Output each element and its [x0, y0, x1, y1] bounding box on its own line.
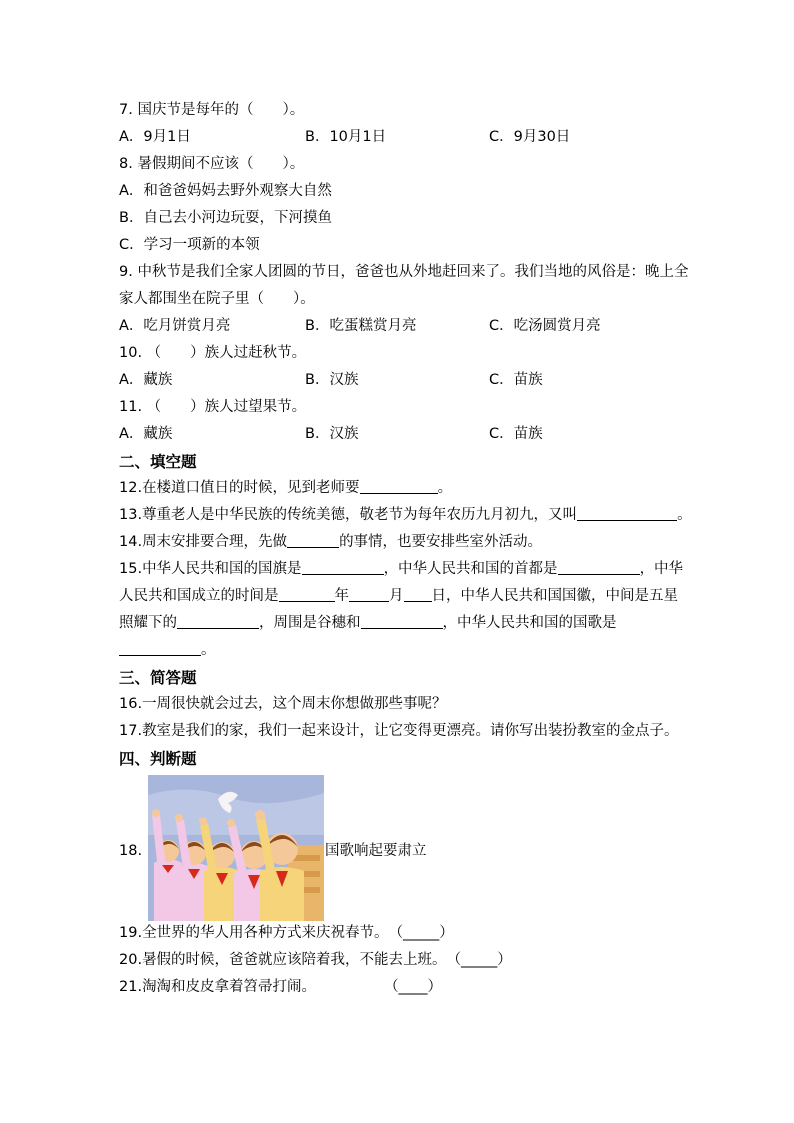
option-a[interactable]: A．吃月饼赏月亮 [119, 318, 231, 334]
option-a[interactable]: A．和爸爸妈妈去野外观察大自然 [119, 183, 332, 199]
section-heading-short-answer: 三、简答题 [119, 669, 197, 687]
question-19 [119, 921, 679, 948]
question-15-line2 [119, 584, 679, 611]
answer-blank-month[interactable] [349, 586, 389, 602]
question-number: 12. [119, 480, 143, 496]
question-text: 中华人民共和国的国旗是 [142, 561, 302, 577]
question-number: 16. [119, 696, 143, 712]
answer-blank[interactable] [287, 532, 339, 548]
question-text: 国歌响起要肃立 [325, 843, 427, 859]
question-text: 教室是我们的家，我们一起来设计，让它变得更漂亮。请你写出装扮教室的金点子。 [142, 723, 679, 739]
option-a[interactable]: A．9月1日 [119, 129, 191, 145]
question-number: 14. [119, 534, 143, 550]
question-number: 10. [119, 345, 143, 361]
question-number: 17. [119, 723, 143, 739]
answer-blank-day[interactable] [404, 586, 432, 602]
options-11 [119, 422, 679, 449]
answer-blank-emblem-ring[interactable] [361, 613, 443, 629]
question-number: 11. [119, 399, 143, 415]
question-text-line2: 家人都围坐在院子里（ ）。 [119, 291, 315, 307]
question-text: 暑假期间不应该（ ）。 [137, 156, 305, 172]
question-text-b: 的事情，也要安排些室外活动。 [339, 534, 543, 550]
question-21 [119, 975, 679, 1002]
question-text: 年 [334, 588, 349, 604]
question-9 [119, 260, 689, 287]
question-number: 20. [119, 952, 143, 968]
question-number: 18. [119, 843, 143, 859]
question-text: （ ）族人过赶秋节。 [146, 345, 307, 361]
question-20 [119, 948, 679, 975]
question-text: ，中华人民共和国的首都是 [383, 561, 558, 577]
answer-paren[interactable]: （____） [384, 979, 443, 995]
options-7 [119, 125, 679, 152]
option-b[interactable]: B．吃蛋糕赏月亮 [305, 318, 417, 334]
question-text: 国庆节是每年的（ ）。 [137, 102, 305, 118]
option-a[interactable]: A．藏族 [119, 426, 173, 442]
question-text: 月 [389, 588, 404, 604]
question-text: 尊重老人是中华民族的传统美德，敬老节为每年农历九月初九，又叫 [142, 507, 578, 523]
question-15-line4 [119, 638, 679, 665]
question-text: 全世界的华人用各种方式来庆祝春节。 [142, 925, 389, 941]
punctuation: 。 [437, 480, 453, 496]
question-13 [119, 503, 692, 530]
question-number: 13. [119, 507, 143, 523]
question-7 [119, 98, 679, 125]
option-b[interactable]: B．10月1日 [305, 129, 387, 145]
question-15-line1 [119, 557, 684, 584]
question-text: ，中华人民共和国的国歌是 [442, 615, 617, 631]
answer-blank-year[interactable] [279, 586, 335, 602]
option-c[interactable]: C．苗族 [489, 426, 543, 442]
option-a[interactable]: A．藏族 [119, 372, 173, 388]
option-b[interactable]: B．汉族 [305, 426, 359, 442]
question-text: ，中华 [639, 561, 684, 577]
question-17 [119, 719, 679, 746]
question-text: ，周围是谷穗和 [259, 615, 361, 631]
question-number: 8. [119, 156, 133, 172]
question-number: 15. [119, 561, 143, 577]
option-c[interactable]: C．学习一项新的本领 [119, 237, 260, 253]
question-text: 人民共和国成立的时间是 [119, 588, 279, 604]
section-heading-fill-in: 二、填空题 [119, 453, 197, 471]
options-10 [119, 368, 679, 395]
question-15-line3 [119, 611, 679, 638]
option-b[interactable]: B．汉族 [305, 372, 359, 388]
question-text: 在楼道口值日的时候，见到老师要 [142, 480, 360, 496]
question-12 [119, 476, 679, 503]
question-text: 照耀下的 [119, 615, 177, 631]
punctuation: 。 [201, 642, 216, 658]
question-text: 暑假的时候，爸爸就应该陪着我，不能去上班。 [142, 952, 447, 968]
question-text: （ ）族人过望果节。 [146, 399, 307, 415]
question-number: 21. [119, 979, 143, 995]
worksheet [119, 98, 692, 1002]
options-9 [119, 314, 679, 341]
question-number: 19. [119, 925, 143, 941]
question-10 [119, 341, 679, 368]
option-c[interactable]: C．9月30日 [489, 129, 571, 145]
option-b[interactable]: B．自己去小河边玩耍，下河摸鱼 [119, 210, 332, 226]
question-18 [119, 775, 679, 921]
question-8 [119, 152, 679, 179]
flag-salute-illustration [148, 775, 324, 921]
punctuation: 。 [677, 507, 692, 523]
option-c[interactable]: C．苗族 [489, 372, 543, 388]
question-11 [119, 395, 679, 422]
section-heading-true-false: 四、判断题 [119, 750, 197, 768]
question-14 [119, 530, 679, 557]
answer-blank[interactable] [577, 505, 677, 521]
answer-paren[interactable]: （_____） [446, 952, 512, 968]
answer-blank-flag[interactable] [302, 559, 384, 575]
option-c[interactable]: C．吃汤圆赏月亮 [489, 318, 601, 334]
question-text: 日，中华人民共和国国徽，中间是五星 [431, 588, 678, 604]
answer-blank-capital[interactable] [558, 559, 640, 575]
answer-paren[interactable]: （_____） [388, 925, 454, 941]
question-text-line1: 中秋节是我们全家人团圆的节日，爸爸也从外地赶回来了。我们当地的风俗是：晚上全 [137, 264, 689, 280]
question-number: 9. [119, 264, 133, 280]
answer-blank-emblem-center[interactable] [177, 613, 259, 629]
answer-blank-anthem[interactable] [119, 640, 201, 656]
question-16 [119, 692, 679, 719]
question-text: 淘淘和皮皮拿着笤帚打闹。 [142, 979, 317, 995]
question-text: 一周很快就会过去，这个周末你想做那些事呢？ [142, 696, 447, 712]
question-text-a: 周末安排要合理，先做 [142, 534, 288, 550]
question-number: 7. [119, 102, 133, 118]
answer-blank[interactable] [360, 478, 438, 494]
